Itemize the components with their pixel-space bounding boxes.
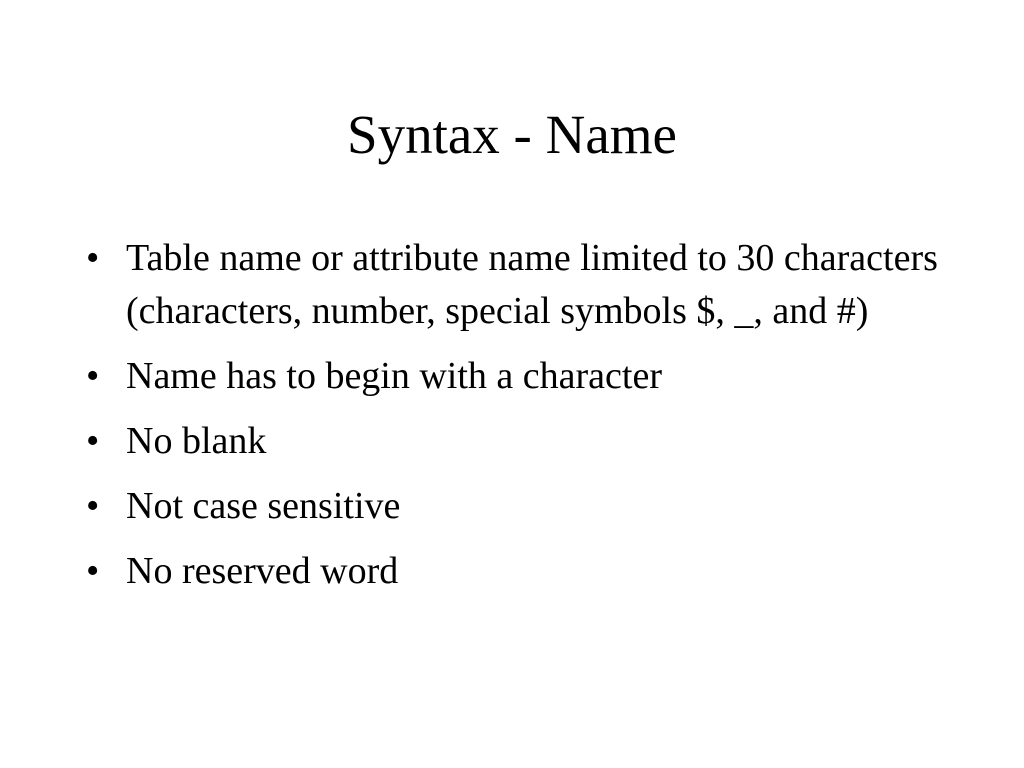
list-item [86, 545, 946, 598]
bullet-text: No reserved word [126, 550, 399, 592]
bullet-marker: • [86, 237, 100, 279]
bullet-text: No blank [126, 420, 267, 462]
bullet-marker: • [86, 420, 100, 462]
bullet-text: Name has to begin with a character [126, 355, 662, 397]
bullet-marker: • [86, 355, 100, 397]
bullet-marker: • [86, 550, 100, 592]
bullet-text: Table name or attribute name limited to 30 characters (characters, number, special symbols $, _, and #) [126, 237, 938, 332]
list-item [86, 415, 946, 468]
bullet-list [86, 232, 946, 610]
slide-title: Syntax - Name [347, 104, 677, 165]
list-item [86, 350, 946, 403]
bullet-text: Not case sensitive [126, 485, 401, 527]
bullet-marker: • [86, 485, 100, 527]
list-item [86, 232, 946, 338]
list-item [86, 480, 946, 533]
